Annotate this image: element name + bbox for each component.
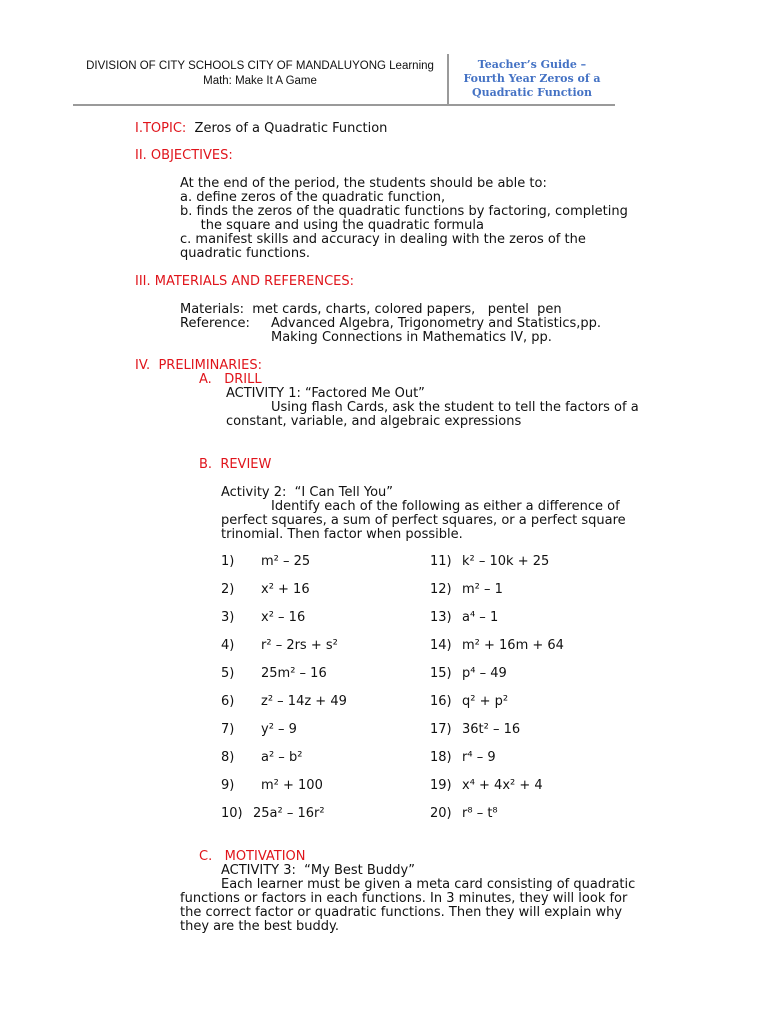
motivation-line1: Each learner must be given a meta card consisting of quadratic	[221, 877, 636, 892]
exercise-item	[221, 751, 381, 779]
topic-line	[135, 122, 387, 136]
exercise-item	[221, 639, 381, 667]
exercise-number: 20)	[430, 806, 452, 821]
review-heading: B. REVIEW	[199, 457, 272, 472]
exercise-number: 2)	[221, 582, 235, 597]
review-activity: Activity 2: “I Can Tell You”	[221, 485, 394, 500]
exercise-expression: k² – 10k + 25	[462, 554, 550, 569]
motivation-activity: ACTIVITY 3: “My Best Buddy”	[221, 863, 415, 878]
exercise-expression: m² – 25	[261, 554, 311, 569]
exercise-item	[430, 779, 590, 807]
exercise-column-right	[430, 555, 590, 835]
review-line1: Identify each of the following as either a difference of	[271, 499, 620, 514]
exercise-number: 12)	[430, 582, 452, 597]
exercise-number: 10)	[221, 806, 243, 821]
preliminaries-heading: IV. PRELIMINARIES:	[135, 358, 262, 373]
exercise-item	[221, 779, 381, 807]
exercise-item	[430, 583, 590, 611]
materials-line: Materials: met cards, charts, colored papers, pentel pen	[180, 302, 562, 317]
exercise-number: 11)	[430, 554, 452, 569]
exercise-number: 13)	[430, 610, 452, 625]
header-right	[452, 58, 612, 100]
objectives-line: At the end of the period, the students should be able to:	[180, 176, 547, 191]
drill-heading: A. DRILL	[199, 372, 262, 387]
objectives-heading: II. OBJECTIVES:	[135, 148, 233, 163]
exercise-item	[221, 667, 381, 695]
exercise-expression: 25m² – 16	[261, 666, 327, 681]
exercise-number: 15)	[430, 666, 452, 681]
header-subject-line: Math: Make It A Game	[203, 75, 317, 87]
drill-line1: Using flash Cards, ask the student to tell the factors of a	[271, 400, 639, 415]
exercise-number: 6)	[221, 694, 235, 709]
exercise-expression: a⁴ – 1	[462, 610, 499, 625]
exercise-item	[221, 695, 381, 723]
exercise-item	[221, 611, 381, 639]
review-line2: perfect squares, a sum of perfect squares, or a perfect square	[221, 513, 626, 528]
drill-activity: ACTIVITY 1: “Factored Me Out”	[226, 386, 425, 401]
exercise-number: 4)	[221, 638, 235, 653]
exercise-number: 3)	[221, 610, 235, 625]
exercise-expression: r⁴ – 9	[462, 750, 496, 765]
objectives-line: c. manifest skills and accuracy in dealing with the zeros of the	[180, 232, 586, 247]
exercise-item	[221, 555, 381, 583]
exercise-expression: x² + 16	[261, 582, 310, 597]
motivation-line2: functions or factors in each functions. In 3 minutes, they will look for	[180, 891, 628, 906]
exercise-expression: r⁸ – t⁸	[462, 806, 498, 821]
objectives-body	[180, 177, 628, 261]
exercise-expression: z² – 14z + 49	[261, 694, 347, 709]
exercise-item	[430, 723, 590, 751]
exercise-expression: p⁴ – 49	[462, 666, 507, 681]
exercise-number: 8)	[221, 750, 235, 765]
exercise-expression: 25a² – 16r²	[253, 806, 325, 821]
exercise-item	[430, 667, 590, 695]
exercise-item	[430, 695, 590, 723]
motivation-line3: the correct factor or quadratic functions. Then they will explain why	[180, 905, 623, 920]
exercise-column-left	[221, 555, 381, 835]
exercise-expression: a² – b²	[261, 750, 303, 765]
exercise-item	[430, 555, 590, 583]
reference-line2: Making Connections in Mathematics IV, pp.	[271, 330, 552, 345]
objectives-line: quadratic functions.	[180, 246, 311, 261]
exercise-expression: x⁴ + 4x² + 4	[462, 778, 543, 793]
header-guide-line2: Fourth Year Zeros of a	[463, 72, 601, 85]
header-left	[74, 59, 446, 89]
exercise-item	[221, 723, 381, 751]
exercise-expression: q² + p²	[462, 694, 509, 709]
exercise-number: 5)	[221, 666, 235, 681]
drill-line2: constant, variable, and algebraic expressions	[226, 414, 522, 429]
topic-text: Zeros of a Quadratic Function	[194, 121, 388, 136]
exercise-expression: y² – 9	[261, 722, 297, 737]
header-division-line: DIVISION OF CITY SCHOOLS CITY OF MANDALUYONG Learning	[86, 60, 434, 72]
objectives-line: b. finds the zeros of the quadratic functions by factoring, completing	[180, 204, 628, 219]
exercise-number: 18)	[430, 750, 452, 765]
exercise-expression: m² + 100	[261, 778, 323, 793]
review-line3: trinomial. Then factor when possible.	[221, 527, 463, 542]
exercise-number: 19)	[430, 778, 452, 793]
exercise-item	[430, 807, 590, 835]
exercise-expression: m² – 1	[462, 582, 503, 597]
header-guide-line1: Teacher’s Guide –	[477, 58, 587, 71]
materials-heading: III. MATERIALS AND REFERENCES:	[135, 274, 355, 289]
motivation-line4: they are the best buddy.	[180, 919, 340, 934]
exercise-number: 17)	[430, 722, 452, 737]
exercise-item	[430, 611, 590, 639]
motivation-heading: C. MOTIVATION	[199, 849, 306, 864]
objectives-line: a. define zeros of the quadratic function,	[180, 190, 446, 205]
exercise-item	[221, 583, 381, 611]
reference-line1: Advanced Algebra, Trigonometry and Statistics,pp.	[271, 316, 602, 331]
objectives-line: the square and using the quadratic formula	[180, 218, 484, 233]
header-rule	[73, 104, 615, 106]
exercise-expression: r² – 2rs + s²	[261, 638, 338, 653]
topic-label: I.TOPIC:	[135, 121, 187, 136]
exercise-number: 7)	[221, 722, 235, 737]
exercise-item	[221, 807, 381, 835]
exercise-number: 14)	[430, 638, 452, 653]
exercise-item	[430, 639, 590, 667]
exercise-number: 16)	[430, 694, 452, 709]
exercise-number: 9)	[221, 778, 235, 793]
header-vertical-divider	[447, 54, 449, 106]
exercise-item	[430, 751, 590, 779]
header-guide-line3: Quadratic Function	[471, 86, 592, 99]
reference-label: Reference:	[180, 316, 250, 331]
exercise-expression: 36t² – 16	[462, 722, 521, 737]
exercise-expression: x² – 16	[261, 610, 306, 625]
exercise-expression: m² + 16m + 64	[462, 638, 564, 653]
exercise-number: 1)	[221, 554, 235, 569]
